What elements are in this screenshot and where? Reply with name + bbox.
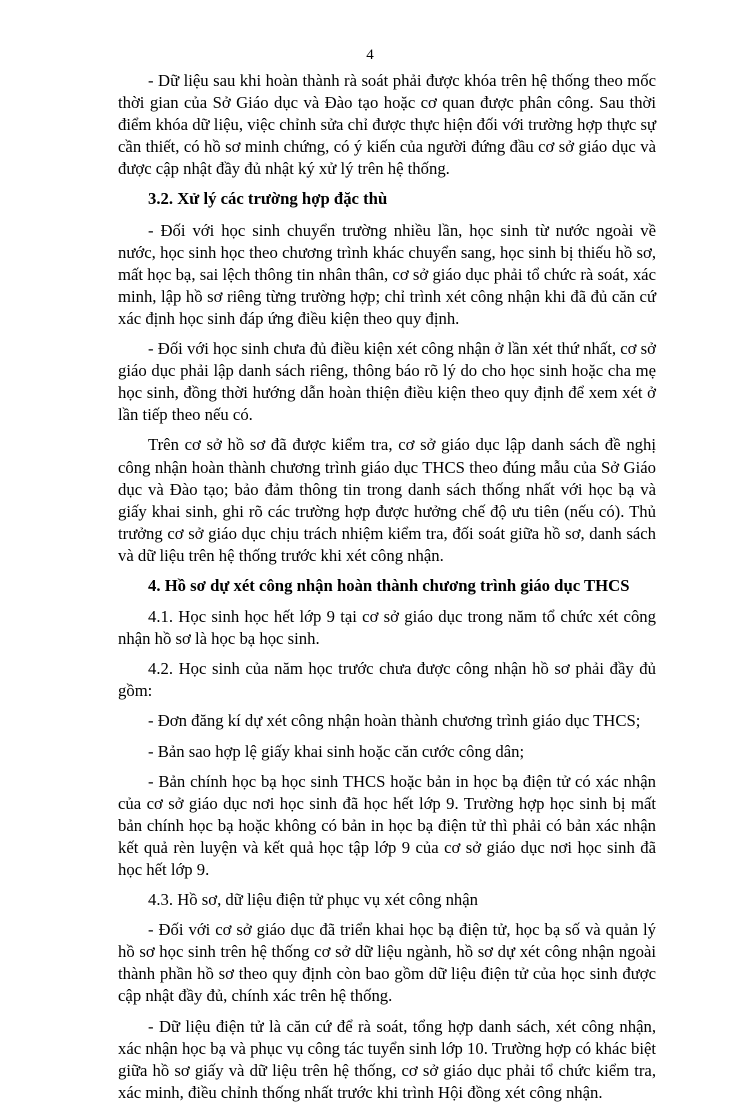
paragraph: 4.3. Hồ sơ, dữ liệu điện tử phục vụ xét công nhận (148, 890, 479, 910)
list-item: - Bản sao hợp lệ giấy khai sinh hoặc căn cước công dân; (148, 741, 525, 761)
paragraph: 4.2. Học sinh của năm học trước chưa được công nhận hồ sơ phải đầy đủ gồm: (118, 659, 656, 701)
document-body (118, 70, 656, 1112)
paragraph: Trên cơ sở hồ sơ đã được kiểm tra, cơ sở giáo dục lập danh sách đề nghị công nhận hoàn thành chương trình giáo dục THCS theo đúng mẫu của Sở Giáo dục và Đào tạo; bảo đảm thông tin trong danh sách thống nhất với học bạ và giấy khai sinh, ghi rõ các trường hợp được hưởng chế độ ưu tiên (nếu có). Thủ trưởng cơ sở giáo dục chịu trách nhiệm kiểm tra, đối soát giữa hồ sơ, danh sách và dữ liệu trên hệ thống trước khi xét công nhận. (118, 435, 656, 565)
page-number: 4 (366, 47, 374, 63)
paragraph: - Đối với cơ sở giáo dục đã triển khai học bạ điện tử, học bạ số và quản lý hồ sơ học sinh trên hệ thống cơ sở dữ liệu ngành, hồ sơ dự xét công nhận ngoài thành phần hồ sơ theo quy định còn bao gồm dữ liệu điện tử của học sinh được cập nhật đầy đủ, chính xác trên hệ thống. (118, 920, 656, 1006)
paragraph: - Đối với học sinh chuyển trường nhiều lần, học sinh từ nước ngoài về nước, học sinh học theo chương trình khác chuyển sang, học sinh bị thiếu hồ sơ, mất học bạ, sai lệch thông tin nhân thân, cơ sở giáo dục phải tổ chức rà soát, xác minh, lập hồ sơ riêng từng trường hợp; chỉ trình xét công nhận khi đã đủ căn cứ xác định học sinh đáp ứng điều kiện theo quy định. (118, 220, 656, 328)
list-item: - Bản chính học bạ học sinh THCS hoặc bản in học bạ điện tử có xác nhận của cơ sở giáo dục nơi học sinh đã học hết lớp 9. Trường hợp học sinh bị mất bản chính học bạ hoặc không có bản in học bạ điện tử thì phải có bản xác nhận kết quả rèn luyện và kết quả học tập lớp 9 của cơ sở giáo dục nơi học sinh đã học hết lớp 9. (118, 771, 656, 879)
list-item: - Đơn đăng kí dự xét công nhận hoàn thành chương trình giáo dục THCS; (148, 711, 641, 731)
section-heading: 4. Hồ sơ dự xét công nhận hoàn thành chương trình giáo dục THCS (148, 575, 630, 595)
section-heading: 3.2. Xử lý các trường hợp đặc thù (148, 189, 388, 209)
paragraph: - Dữ liệu sau khi hoàn thành rà soát phải được khóa trên hệ thống theo mốc thời gian của Sở Giáo dục và Đào tạo hoặc cơ quan được phân công. Sau thời điểm khóa dữ liệu, việc chỉnh sửa chỉ được thực hiện đối với trường hợp thực sự cần thiết, có hồ sơ minh chứng, có ý kiến của người đứng đầu cơ sở giáo dục và được cập nhật đầy đủ nhật ký xử lý trên hệ thống. (118, 71, 656, 179)
paragraph: - Đối với học sinh chưa đủ điều kiện xét công nhận ở lần xét thứ nhất, cơ sở giáo dục phải lập danh sách riêng, thông báo rõ lý do cho học sinh hoặc cha mẹ học sinh, đồng thời hướng dẫn hoàn thiện điều kiện theo quy định để xem xét ở lần tiếp theo nếu có. (118, 339, 656, 425)
paragraph: - Dữ liệu điện tử là căn cứ để rà soát, tổng hợp danh sách, xét công nhận, xác nhận học bạ và phục vụ công tác tuyển sinh lớp 10. Trường hợp có khác biệt giữa hồ sơ giấy và dữ liệu trên hệ thống, cơ sở giáo dục phải tổ chức kiểm tra, xác minh, điều chỉnh thống nhất trước khi trình Hội đồng xét công nhận. (118, 1016, 656, 1102)
paragraph: 4.1. Học sinh học hết lớp 9 tại cơ sở giáo dục trong năm tổ chức xét công nhận hồ sơ là học bạ học sinh. (118, 607, 656, 649)
